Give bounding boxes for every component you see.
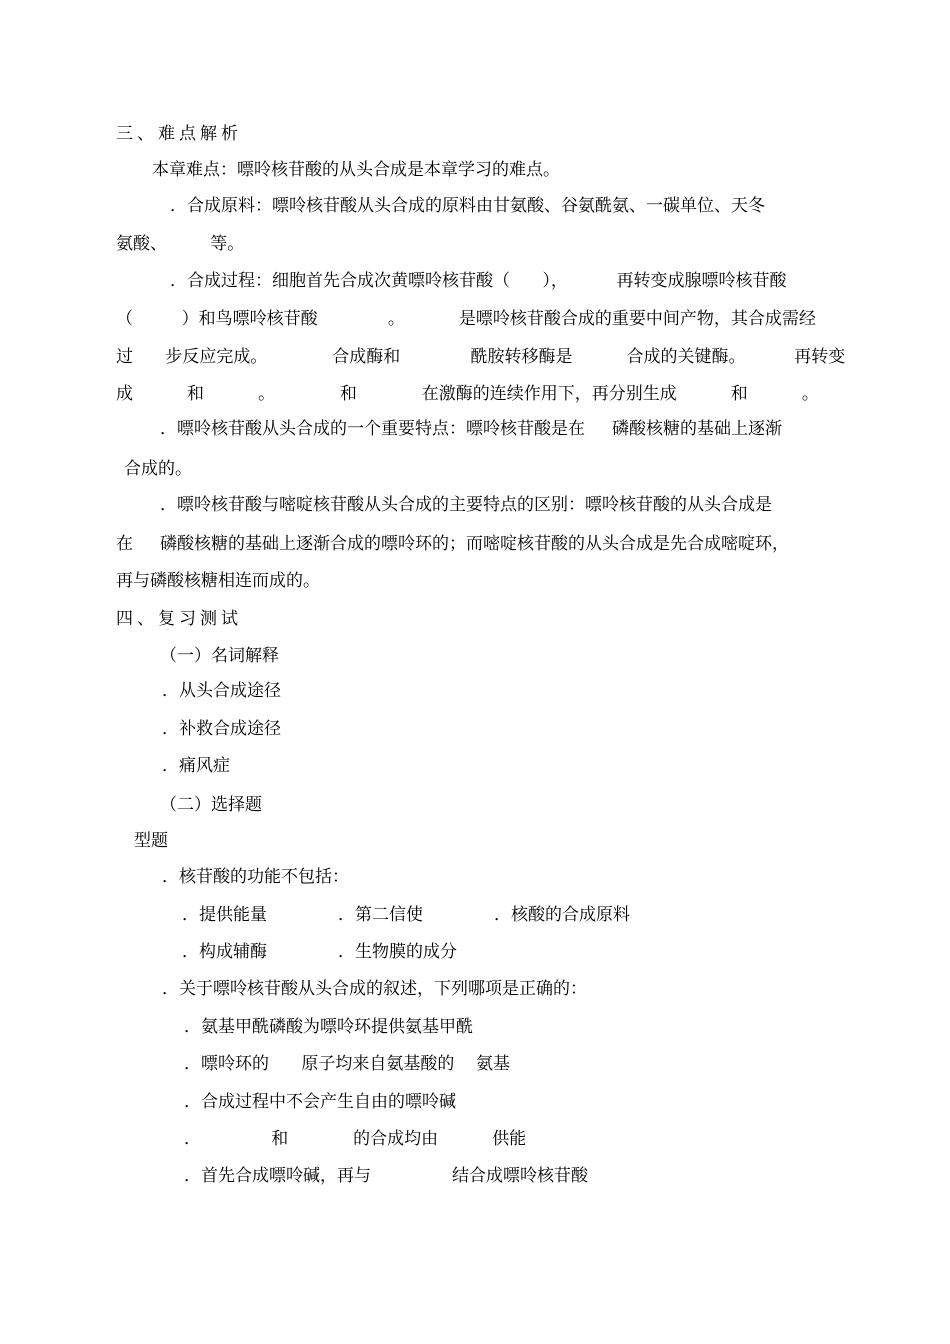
materials-line-1: ．合成原料：嘌呤核苷酸从头合成的原料由甘氨酸、谷氨酰氨、一碳单位、天冬 bbox=[170, 196, 765, 216]
difficulty-intro: 本章难点：嘌呤核苷酸的从头合成是本章学习的难点。 bbox=[152, 160, 560, 180]
question-2-option: ．首先合成嘌呤碱，再与 结合成嘌呤核苷酸 bbox=[184, 1166, 589, 1186]
process-line-4: 成 和 。 和 在激酶的连续作用下，再分别生成 和 。 bbox=[116, 384, 819, 404]
question-1-option: ．核酸的合成原料 bbox=[494, 905, 630, 925]
question-1-option: ．提供能量 bbox=[182, 905, 267, 925]
question-2-option: ．氨基甲酰磷酸为嘌呤环提供氨基甲酰 bbox=[184, 1017, 473, 1037]
term-item: ．痛风症 bbox=[162, 756, 230, 776]
question-1-option: ．第二信使 bbox=[338, 905, 423, 925]
term-item: ．补救合成途径 bbox=[162, 719, 281, 739]
term-definition-heading: （一）名词解释 bbox=[160, 646, 279, 666]
process-line-3: 过 步反应完成。 合成酶和 酰胺转移酶是 合成的关键酶。 再转变 bbox=[116, 347, 846, 367]
materials-line-2: 氨酸、 等。 bbox=[116, 234, 245, 254]
process-line-1: ．合成过程：细胞首先合成次黄嘌呤核苷酸（ ）， 再转变成腺嘌呤核苷酸 bbox=[170, 271, 787, 291]
difference-line-3: 再与磷酸核糖相连而成的。 bbox=[116, 571, 320, 591]
multiple-choice-heading: （二）选择题 bbox=[160, 795, 262, 815]
feature-line-1: ．嘌呤核苷酸从头合成的一个重要特点：嘌呤核苷酸是在 磷酸核糖的基础上逐渐 bbox=[160, 419, 783, 439]
question-2-option: ．合成过程中不会产生自由的嘌呤碱 bbox=[184, 1092, 456, 1112]
question-2-stem: ．关于嘌呤核苷酸从头合成的叙述，下列哪项是正确的： bbox=[162, 979, 587, 999]
question-1-option: ．构成辅酶 bbox=[182, 942, 267, 962]
process-line-2: （ ）和鸟嘌呤核苷酸 。 是嘌呤核苷酸合成的重要中间产物，其合成需经 bbox=[116, 309, 816, 329]
term-item: ．从头合成途径 bbox=[162, 681, 281, 701]
section-3-heading: 三、难点解析 bbox=[116, 124, 242, 144]
question-1-stem: ．核苷酸的功能不包括： bbox=[162, 867, 349, 887]
difference-line-1: ．嘌呤核苷酸与嘧啶核苷酸从头合成的主要特点的区别：嘌呤核苷酸的从头合成是 bbox=[160, 495, 772, 515]
question-2-option: ． 和 的合成均由 供能 bbox=[184, 1129, 527, 1149]
section-4-heading: 四、复习测试 bbox=[116, 609, 242, 629]
question-2-option: ．嘌呤环的 原子均来自氨基酸的 氨基 bbox=[184, 1054, 511, 1074]
feature-line-2: 合成的。 bbox=[124, 459, 192, 479]
difference-line-2: 在 磷酸核糖的基础上逐渐合成的嘌呤环的；而嘧啶核苷酸的从头合成是先合成嘧啶环， bbox=[116, 534, 790, 554]
question-1-option: ．生物膜的成分 bbox=[338, 942, 457, 962]
question-type-label: 型题 bbox=[134, 831, 168, 851]
